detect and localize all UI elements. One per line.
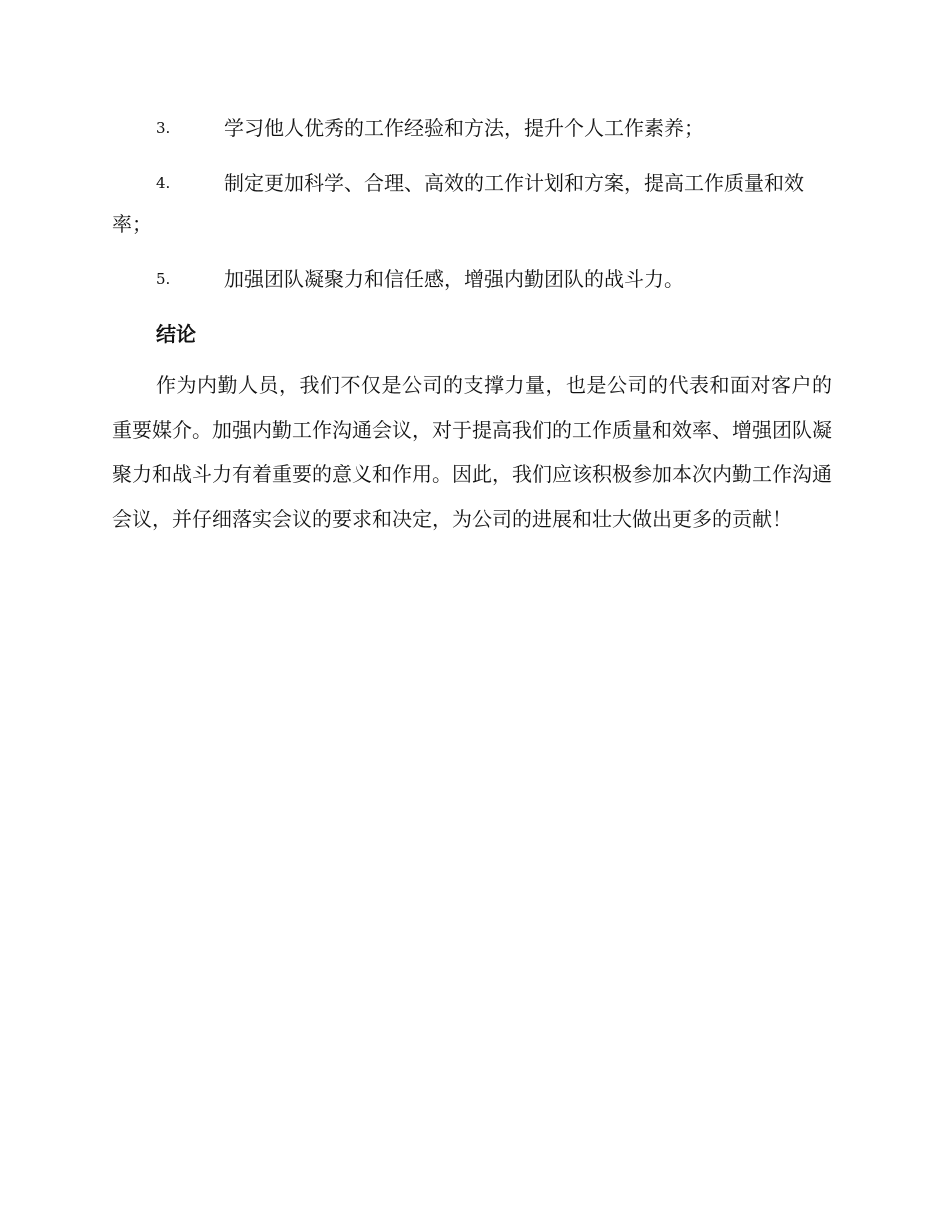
list-item-text: 学习他人优秀的工作经验和方法，提升个人工作素养；	[224, 116, 704, 140]
conclusion-paragraph: 作为内勤人员，我们不仅是公司的支撑力量，也是公司的代表和面对客户的重要媒介。加强内勤工作沟通会议，对于提高我们的工作质量和效率、增强团队凝聚力和战斗力有着重要的意义和作用。因此，我们应该积极参加本次内勤工作沟通会议，并仔细落实会议的要求和决定，为公司的进展和壮大做出更多的贡献！	[112, 373, 832, 531]
list-item-number: 4.	[156, 174, 171, 192]
list-item-number: 3.	[156, 119, 171, 137]
list-item	[112, 108, 832, 149]
section-heading-conclusion: 结论	[156, 322, 196, 346]
document-content	[112, 108, 832, 541]
list-item-text: 制定更加科学、合理、高效的工作计划和方案，提高工作质量和效率；	[112, 171, 804, 236]
list-item	[112, 259, 832, 300]
list-item-number: 5.	[156, 270, 171, 288]
list-item-text: 加强团队凝聚力和信任感，增强内勤团队的战斗力。	[224, 267, 684, 291]
list-item	[112, 163, 832, 245]
